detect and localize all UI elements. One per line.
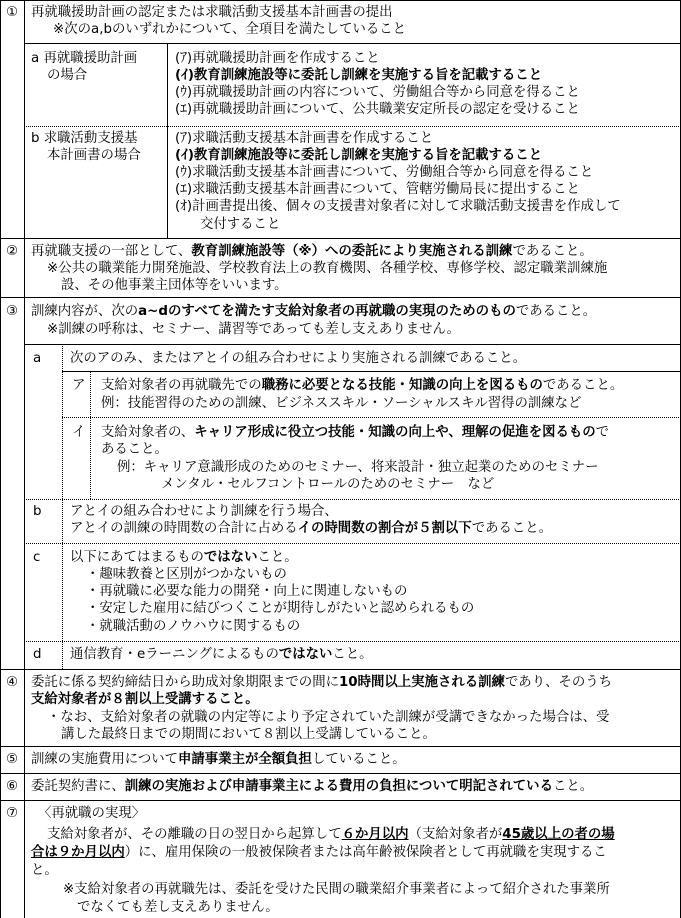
case-b-label: b 求職活動支援基 <box>31 131 138 146</box>
item-example: 例：キャリア意識形成のためのセミナー、将来設計・独立起業のためのセミナー <box>117 460 599 475</box>
section-title: 再就職援助計画の認定または求職活動支援基本計画書の提出 <box>31 5 393 20</box>
sub-label-c: c <box>33 550 41 565</box>
section-note: ・なお、支給対象者の就職の内定等により予定されていた訓練が受講できなかった場合は、受 <box>47 710 610 725</box>
sub-label-b: b <box>33 504 42 519</box>
section-note: ※公共の職業能力開発施設、学校教育法上の教育機関、各種学校、専修学校、認定職業訓練施 <box>47 261 608 276</box>
case-a-label-cont: の場合 <box>47 68 88 83</box>
item-text: 支給対象者の再就職先での職務に必要となる技能・知識の向上を図るものであること。 <box>101 378 624 393</box>
item-example-cont: メンタル・セルフコントロールのためのセミナー など <box>161 477 495 492</box>
section-text: 再就職支援の一部として、教育訓練施設等（※）への委託により実施される訓練であること。 <box>31 244 593 259</box>
sub-text-b-cont: アとイの訓練の時間数の合計に占めるイの時間数の割合が５割以下であること。 <box>70 521 553 536</box>
row-number: ① <box>5 5 18 20</box>
case-b-label-cont: 本計画書の場合 <box>47 148 141 163</box>
sub-text-a: 次のアのみ、またはアとイの組み合わせにより実施される訓練であること。 <box>70 351 527 366</box>
section-text-cont: と。 <box>31 863 58 878</box>
list-item: ・就職活動のノウハウに関するもの <box>86 619 301 634</box>
case-a-item: (ｲ)教育訓練施設等に委託し訓練を実施する旨を記載すること <box>175 68 543 83</box>
item-text-cont: あること。 <box>101 442 168 457</box>
list-item: ・再就職に必要な能力の開発・向上に関連しないもの <box>86 584 408 599</box>
section-note-cont: 講した最終日までの期間において８割以上受講していること。 <box>61 727 436 742</box>
section-note: ※次のa,bのいずれかについて、全項目を満たしていること <box>53 22 407 37</box>
sub-text-b: アとイの組み合わせにより訓練を行う場合、 <box>70 504 338 519</box>
section-note-cont: 設、その他事業主団体等をいいます。 <box>61 278 288 293</box>
row-number: ⑦ <box>5 806 18 821</box>
sub-text-d: 通信教育・eラーニングによるものではないこと。 <box>70 647 373 662</box>
case-a-item: (ｴ)再就職援助計画について、公共職業安定所長の認定を受けること <box>175 102 580 117</box>
section-text: 委託契約書に、訓練の実施および申請事業主による費用の負担について明記されていること。 <box>31 779 594 794</box>
list-item: ・安定した雇用に結びつくことが期待しがたいと認められるもの <box>86 601 475 616</box>
item-example: 例：技能習得のための訓練、ビジネススキル・ソーシャルスキル習得の訓練など <box>101 396 582 411</box>
section-text-cont: 支給対象者が８割以上受講すること。 <box>31 692 259 707</box>
row-number: ④ <box>5 675 18 690</box>
case-a-item: (ｱ)再就職援助計画を作成すること <box>175 51 380 66</box>
section-text-cont: 合は９か月以内）に、雇用保険の一般被保険者または高年齢被保険者として再就職を実現するこ <box>31 845 607 860</box>
sub-label-a: a <box>33 351 42 366</box>
section-text: 支給対象者が、その離職の日の翌日から起算して６か月以内（支給対象者が45歳以上の者の場 <box>47 827 615 842</box>
case-b-item: (ｲ)教育訓練施設等に委託し訓練を実施する旨を記載すること <box>175 148 543 163</box>
case-b-item-cont: 交付すること <box>200 217 281 232</box>
section-text: 訓練の実施費用について申請事業主が全額負担していること。 <box>31 752 406 767</box>
row-number: ⑥ <box>5 779 18 794</box>
section-note: ※支給対象者の再就職先は、委託を受けた民間の職業紹介事業者によって紹介された事業所 <box>63 882 610 897</box>
row-number: ② <box>5 244 18 259</box>
section-note: ※訓練の呼称は、セミナー、講習等であっても差し支えありません。 <box>47 322 461 337</box>
list-item: ・趣味教養と区別がつかないもの <box>86 567 287 582</box>
section-text: 委託に係る契約締結日から助成対象期限までの間に10時間以上実施される訓練であり、そのうち <box>31 675 613 690</box>
item-text: 支給対象者の、キャリア形成に役立つ技能・知識の向上や、理解の促進を図るもので <box>101 425 610 440</box>
section-note-cont: でなくても差し支えありません。 <box>77 900 279 915</box>
section-text: 訓練内容が、次のa~dのすべてを満たす支給対象者の再就職の実現のためのものであること。 <box>31 304 597 319</box>
row-number: ⑤ <box>5 752 18 767</box>
case-a-label: a 再就職援助計画 <box>31 51 138 66</box>
case-b-item: (ｵ)計画書提出後、個々の支援書対象者に対して求職活動支援書を作成して <box>175 199 621 214</box>
row-number: ③ <box>5 304 18 319</box>
case-b-item: (ｴ)求職活動支援基本計画書について、管轄労働局長に提出すること <box>175 182 580 197</box>
item-label-a: ア <box>72 378 86 393</box>
case-b-item: (ｱ)求職活動支援基本計画書を作成すること <box>175 131 434 146</box>
sub-text-c: 以下にあてはまるものではないこと。 <box>70 550 298 565</box>
case-a-item: (ｳ)再就職援助計画の内容について、労働組合等から同意を得ること <box>175 85 580 100</box>
section-heading: 〈再就職の実現〉 <box>38 806 146 821</box>
case-b-item: (ｳ)求職活動支援基本計画書について、労働組合等から同意を得ること <box>175 165 594 180</box>
sub-label-d: d <box>33 647 42 662</box>
item-label-i: イ <box>72 425 86 440</box>
